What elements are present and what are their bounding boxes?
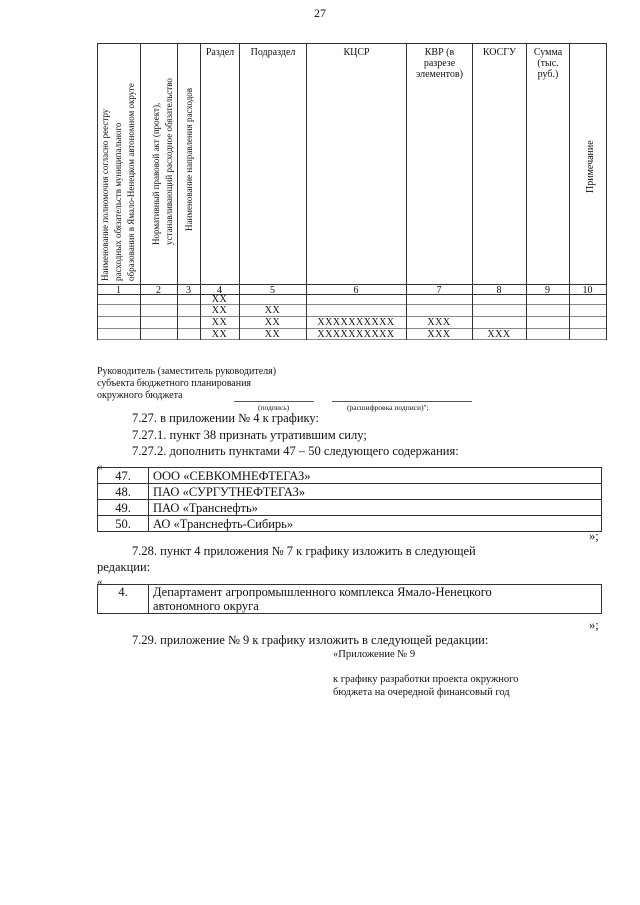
paragraph-7-27: 7.27. в приложении № 4 к графику: — [132, 411, 319, 425]
table-cell: XX — [211, 329, 228, 340]
column-number: 9 — [545, 285, 550, 296]
company-name: ООО «СЕВКОМНЕФТЕГАЗ» — [149, 468, 602, 484]
signature-line3: окружного бюджета — [97, 390, 183, 401]
close-quote: »; — [589, 618, 599, 632]
table-row — [98, 500, 602, 516]
table-cell: XXX — [487, 329, 511, 340]
header-sum — [527, 47, 569, 80]
close-quote: »; — [589, 529, 599, 543]
company-number: 49. — [98, 500, 149, 516]
column-number: 7 — [436, 285, 442, 296]
company-number: 48. — [98, 484, 149, 500]
paragraph-7-27-1: 7.27.1. пункт 38 признать утратившим силу; — [132, 428, 367, 442]
signature-sign-label: (подпись) — [258, 403, 290, 412]
appendix-title: «Приложение № 9 — [333, 649, 416, 660]
column-number: 8 — [496, 285, 502, 296]
company-name: АО «Транснефть-Сибирь» — [149, 516, 602, 532]
page-number: 27 — [314, 6, 326, 20]
header-kvr-line3: элементов) — [416, 69, 463, 80]
header-legal-act-line2: устанавливающий расходное обязательство — [164, 78, 174, 245]
header-authority-line2: расходных обязательств муниципального — [113, 122, 123, 281]
department-table — [97, 584, 602, 614]
department-name-line1: Департамент агропромышленного комплекса Ямало-Ненецкого — [153, 585, 492, 599]
header-kvr-line1: КВР (в — [424, 47, 455, 58]
table-cell: XX — [264, 317, 281, 328]
column-number: 5 — [270, 285, 275, 296]
header-kvr-line2: разрезе — [423, 58, 456, 69]
table-row — [98, 468, 602, 484]
budget-table — [97, 43, 607, 343]
table-cell: XXX — [427, 317, 451, 328]
header-sum-line3: руб.) — [537, 69, 559, 80]
signature-decode-label: (расшифровка подписи)"; — [347, 403, 429, 412]
open-quote: « — [97, 461, 103, 473]
table-cell: XXXXXXXXXX — [317, 329, 395, 340]
header-direction: Наименование направления расходов — [184, 87, 194, 231]
company-name: ПАО «СУРГУТНЕФТЕГАЗ» — [149, 484, 602, 500]
header-kcsr: КЦСР — [343, 47, 370, 58]
column-number: 1 — [116, 285, 121, 296]
company-number: 47. — [98, 468, 149, 484]
table-cell: XX — [211, 317, 228, 328]
column-number: 10 — [582, 285, 593, 296]
table-cell: XX — [264, 305, 281, 316]
paragraph-7-29: 7.29. приложение № 9 к графику изложить в следующей редакции: — [132, 633, 489, 647]
company-name: ПАО «Транснефть» — [149, 500, 602, 516]
table-cell: XXX — [427, 329, 451, 340]
open-quote: « — [97, 576, 103, 588]
header-kosgu: КОСГУ — [482, 47, 517, 58]
table-row — [98, 484, 602, 500]
header-subsection: Подраздел — [250, 47, 296, 58]
paragraph-7-28-line2: редакции: — [97, 560, 151, 574]
paragraph-7-28-line1: 7.28. пункт 4 приложения № 7 к графику изложить в следующей — [132, 544, 476, 558]
appendix-subtitle-line2: бюджета на очередной финансовый год — [333, 687, 510, 698]
header-sum-line1: Сумма — [533, 47, 563, 58]
header-authority-line1: Наименование полномочия согласно реестру — [100, 108, 110, 281]
table-cell: XX — [264, 329, 281, 340]
table-row — [98, 516, 602, 532]
company-number: 50. — [98, 516, 149, 532]
department-name-line2: автономного округа — [153, 599, 259, 613]
department-number: 4. — [98, 585, 149, 614]
column-number: 4 — [217, 285, 222, 296]
table-cell: XX — [211, 294, 228, 305]
header-section: Раздел — [205, 47, 235, 58]
table-cell: XX — [211, 305, 228, 316]
column-number: 2 — [156, 285, 161, 296]
paragraph-7-27-2: 7.27.2. дополнить пунктами 47 – 50 следующего содержания: — [132, 444, 459, 458]
companies-table — [97, 467, 602, 532]
signature-line1: Руководитель (заместитель руководителя) — [97, 366, 277, 377]
column-number: 6 — [353, 285, 359, 296]
table-row — [98, 585, 602, 614]
table-cell: XXXXXXXXXX — [317, 317, 395, 328]
signature-line2: субъекта бюджетного планирования — [97, 378, 252, 389]
appendix-subtitle-line1: к графику разработки проекта окружного — [333, 674, 519, 685]
header-kvr — [407, 47, 472, 80]
header-legal-act-line1: Нормативный правовой акт (проект), — [151, 102, 161, 245]
header-authority-line3: образования в Ямало-Ненецком автономном округе — [126, 83, 136, 281]
header-note: Примечание — [585, 140, 596, 193]
department-name — [149, 585, 602, 614]
header-sum-line2: (тыс. — [537, 58, 559, 69]
column-number: 3 — [186, 285, 191, 296]
